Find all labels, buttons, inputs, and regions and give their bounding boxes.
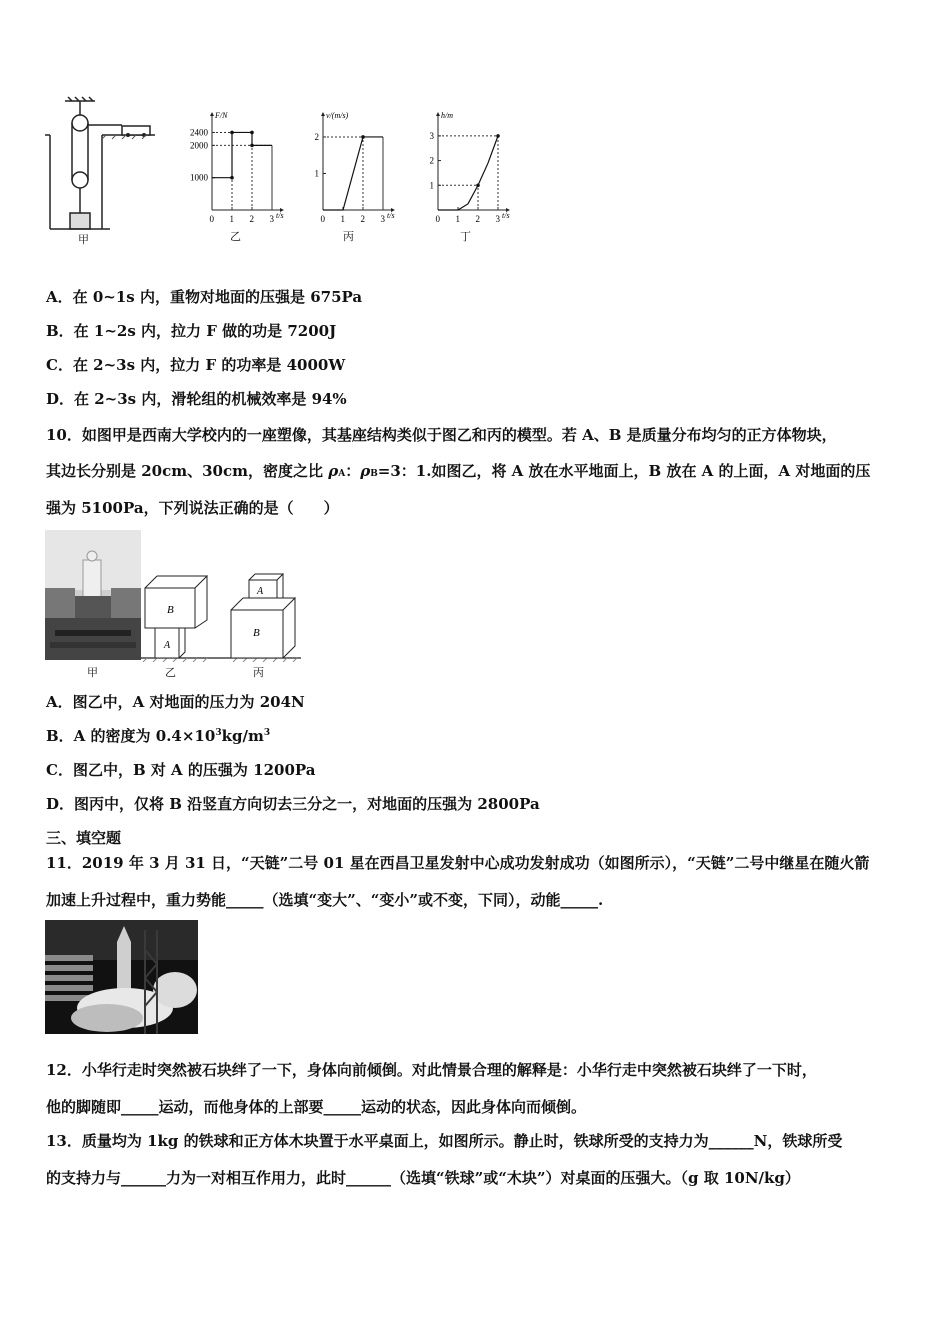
- q10-line-3: 强为 5100Pa，下列说法正确的是（ ）: [46, 499, 339, 517]
- force-time-chart: [178, 110, 293, 243]
- caption-bing: 丙: [343, 230, 354, 243]
- q10-option-b-unit: kg/m: [221, 727, 264, 745]
- q13-line-2: 的支持力与______力为一对相互作用力，此时______（选填“铁球”或“木块”）对桌面的压强大。（g 取 10N/kg）: [46, 1169, 800, 1187]
- statue-photo: [45, 530, 141, 679]
- y-axis-label: F/N: [215, 111, 228, 120]
- q9-option-c: C．在 2~3s 内，拉力 F 的功率是 4000W: [46, 356, 346, 374]
- block-diagram-yi: [141, 570, 221, 680]
- caption-yi: 乙: [230, 230, 241, 243]
- block-b-label-bing: B: [253, 627, 260, 639]
- q11-line-1: 11．2019 年 3 月 31 日，“天链”二号 01 星在西昌卫星发射中心成功发射成功（如图所示），“天链”二号中继星在随火箭: [46, 854, 870, 872]
- height-time-chart-plot: [420, 110, 520, 230]
- rho-a: ρ: [328, 462, 339, 480]
- x-axis-label: t/s: [387, 211, 395, 220]
- y-axis-arrow: [210, 112, 214, 116]
- caption-yi-2: 乙: [165, 666, 176, 679]
- y-tick-label: 2: [429, 155, 434, 166]
- x-tick-label: 2: [360, 214, 365, 224]
- x-tick-label: 3: [495, 214, 500, 224]
- y-axis-label: v/(m/s): [326, 111, 349, 120]
- caption-bing-2: 丙: [253, 666, 264, 679]
- x-tick-label: 1: [455, 214, 460, 224]
- data-point: [476, 183, 480, 187]
- rho-b-sub: B: [370, 469, 378, 479]
- q10-option-b: [46, 725, 270, 746]
- x-tick-label: 1: [229, 214, 234, 224]
- data-point: [250, 131, 254, 135]
- q10-option-c: C．图乙中，B 对 A 的压强为 1200Pa: [46, 761, 316, 779]
- x-axis-label: t/s: [502, 211, 510, 220]
- y-tick-label: 2400: [190, 127, 208, 138]
- y-tick-label: 3: [429, 130, 434, 141]
- q10-line-1: 10．如图甲是西南大学校内的一座塑像，其基座结构类似于图乙和丙的模型。若 A、B 是质量分布均匀的正方体物块，: [46, 426, 837, 444]
- series-line: [212, 132, 272, 177]
- q10-option-d: D．图丙中，仅将 B 沿竖直方向切去三分之一，对地面的压强为 2800Pa: [46, 795, 540, 813]
- pulley-figure: [40, 95, 165, 245]
- caption-jia: 甲: [78, 233, 89, 246]
- y-tick-label: 1: [314, 168, 319, 179]
- data-point: [361, 135, 365, 139]
- velocity-time-chart: [305, 110, 405, 243]
- caption-ding: 丁: [460, 230, 471, 243]
- force-time-chart-plot: [178, 110, 293, 230]
- x-tick-label: 3: [380, 214, 385, 224]
- y-axis-arrow: [436, 112, 440, 116]
- block-a-label-yi: A: [164, 640, 171, 651]
- rho-b: ρ: [360, 462, 371, 480]
- x-tick-label: 1: [340, 214, 345, 224]
- x-tick-label: 0: [435, 214, 440, 224]
- x-tick-label: 3: [269, 214, 274, 224]
- q10-option-b-text: B．A 的密度为 0.4×10: [46, 727, 216, 745]
- rho-a-sub: A: [338, 469, 346, 479]
- rocket-launch-photo: [45, 920, 198, 1034]
- q9-option-b: B．在 1~2s 内，拉力 F 做的功是 7200J: [46, 322, 337, 340]
- velocity-time-chart-plot: [305, 110, 405, 230]
- q12-line-2: 他的脚随即_____运动，而他身体的上部要_____运动的状态，因此身体向而倾倒。: [46, 1098, 587, 1116]
- section-title: 三、填空题: [46, 829, 122, 847]
- q10-option-b-unit-exp: 3: [263, 728, 271, 738]
- data-point: [250, 144, 254, 148]
- block-a-label-bing: A: [257, 586, 264, 597]
- data-point: [230, 131, 234, 135]
- y-tick-label: 2000: [190, 140, 208, 151]
- y-tick-label: 1: [429, 180, 434, 191]
- x-tick-label: 2: [249, 214, 254, 224]
- q10-option-a: A．图乙中，A 对地面的压力为 204N: [46, 693, 305, 711]
- caption-statue: 甲: [87, 666, 98, 679]
- q10-line-2: [46, 460, 870, 481]
- y-axis-arrow: [321, 112, 325, 116]
- q13-line-1: 13．质量均为 1kg 的铁球和正方体木块置于水平桌面上，如图所示。静止时，铁球所受的支持力为______N，铁球所受: [46, 1132, 843, 1150]
- ratio-colon: ：: [345, 462, 361, 480]
- y-tick-label: 1000: [190, 172, 208, 183]
- q9-option-d: D．在 2~3s 内，滑轮组的机械效率是 94%: [46, 390, 347, 408]
- block-b-label-yi: B: [167, 604, 174, 616]
- q9-option-a: A．在 0~1s 内，重物对地面的压强是 675Pa: [46, 288, 363, 306]
- x-tick-label: 0: [209, 214, 214, 224]
- x-tick-label: 0: [320, 214, 325, 224]
- x-tick-label: 2: [475, 214, 480, 224]
- data-point: [230, 176, 234, 180]
- q11-line-2: 加速上升过程中，重力势能_____（选填“变大”、“变小”或不变，下同），动能_____.: [46, 891, 604, 909]
- q10-line-2-part-b: =3：1.如图乙，将 A 放在水平地面上，B 放在 A 的上面，A 对地面的压: [377, 462, 871, 480]
- x-axis-label: t/s: [276, 211, 284, 220]
- data-point: [496, 134, 500, 138]
- q10-line-2-part-a: 其边长分别是 20cm、30cm，密度之比: [46, 462, 329, 480]
- q12-line-1: 12．小华行走时突然被石块绊了一下，身体向前倾倒。对此情景合理的解释是：小华行走中突然被石块绊了一下时，: [46, 1061, 817, 1079]
- series-line: [323, 137, 383, 210]
- y-axis-label: h/m: [441, 111, 453, 120]
- y-tick-label: 2: [314, 131, 319, 142]
- height-time-chart: [420, 110, 520, 243]
- q10-option-b-exp: 3: [215, 728, 222, 738]
- series-line: [438, 136, 498, 210]
- block-diagram-bing: [221, 570, 301, 680]
